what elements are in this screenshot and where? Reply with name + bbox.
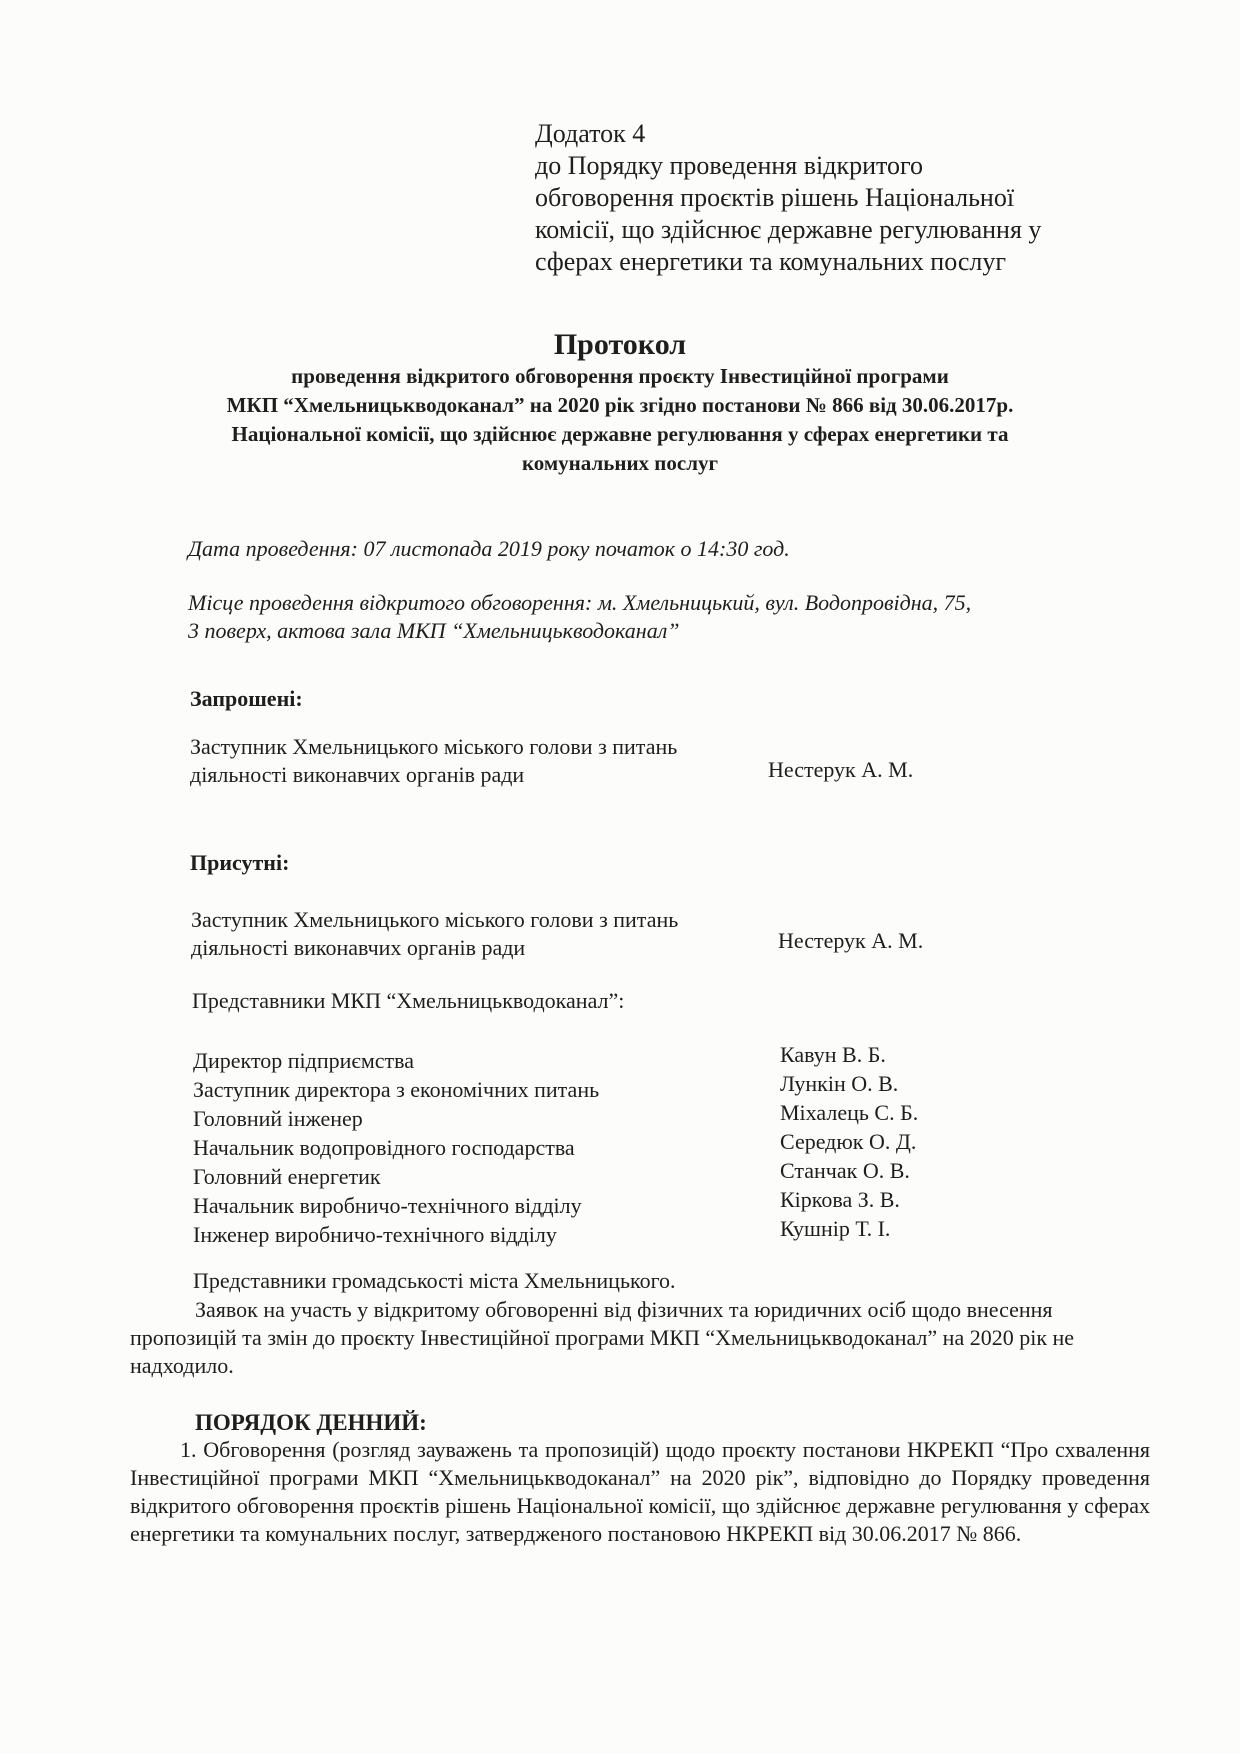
agenda-item: 1. Обговорення (розгляд зауважень та пропозицій) щодо проєкту постанови НКРЕКП “Про схвалення Інвестиційної програми МКП “Хмельницькводоканал” на 2020 рік”, відповідно до Порядку проведення відкритого обговорення проєктів рішень Національної комісії, що здійснює державне регулювання у сферах енергетики та комунальних послуг, затвердженого постановою НКРЕКП від 30.06.2017 № 866. bbox=[130, 1437, 1150, 1546]
member-name: Станчак О. В. bbox=[780, 1158, 910, 1183]
document-subtitle bbox=[130, 362, 1110, 478]
member-roles bbox=[193, 1046, 599, 1249]
member-role: Начальник виробничо-технічного відділу bbox=[193, 1193, 582, 1218]
representatives-heading: Представники МКП “Хмельницькводоканал”: bbox=[192, 988, 625, 1013]
subtitle-line: комунальних послуг bbox=[521, 451, 719, 475]
appendix-line: до Порядку проведення відкритого bbox=[535, 151, 924, 180]
subtitle-line: проведення відкритого обговорення проєкту Інвестиційної програми bbox=[291, 364, 949, 388]
invited-role-line: Заступник Хмельницького міського голови з питань bbox=[190, 734, 678, 759]
appendix-line: обговорення проєктів рішень Національної bbox=[535, 183, 1015, 212]
member-role: Інженер виробничо-технічного відділу bbox=[193, 1222, 557, 1247]
agenda-heading: ПОРЯДОК ДЕННИЙ: bbox=[195, 1410, 427, 1435]
member-role: Начальник водопровідного господарства bbox=[193, 1135, 575, 1160]
present-role-line: діяльності виконавчих органів ради bbox=[191, 935, 526, 960]
meeting-place-line: Місце проведення відкритого обговорення: м. Хмельницький, вул. Водопровідна, 75, bbox=[188, 590, 972, 615]
member-role: Заступник директора з економічних питань bbox=[193, 1077, 600, 1102]
meeting-date: Дата проведення: 07 листопада 2019 року початок о 14:30 год. bbox=[188, 536, 790, 561]
member-name: Кавун В. Б. bbox=[780, 1042, 886, 1067]
invited-role-line: діяльності виконавчих органів ради bbox=[190, 762, 525, 787]
member-role: Головний енергетик bbox=[193, 1164, 381, 1189]
member-name: Лункін О. В. bbox=[780, 1071, 899, 1096]
applications-paragraph: Заявок на участь у відкритому обговоренні від фізичних та юридичних осіб щодо внесення пропозицій та змін до проєкту Інвестиційної програми МКП “Хмельницькводоканал” на 2020 рік не надходило. bbox=[130, 1297, 1075, 1378]
public-representatives: Представники громадськості міста Хмельницького. bbox=[193, 1268, 676, 1293]
appendix-line: сферах енергетики та комунальних послуг bbox=[535, 247, 1007, 276]
document-title: Протокол bbox=[553, 328, 687, 361]
meeting-place-line: 3 поверх, актова зала МКП “Хмельницькводоканал” bbox=[188, 618, 680, 643]
subtitle-line: Національної комісії, що здійснює державне регулювання у сферах енергетики та bbox=[231, 422, 1009, 446]
member-role: Директор підприємства bbox=[193, 1048, 414, 1073]
member-names bbox=[780, 1040, 918, 1243]
member-name: Міхалець С. Б. bbox=[780, 1100, 919, 1125]
present-heading: Присутні: bbox=[190, 850, 290, 875]
member-name: Кушнір Т. І. bbox=[780, 1216, 891, 1241]
invited-heading: Запрошені: bbox=[190, 686, 303, 711]
subtitle-line: МКП “Хмельницькводоканал” на 2020 рік згідно постанови № 866 від 30.06.2017р. bbox=[226, 393, 1014, 417]
appendix-block bbox=[535, 118, 1041, 278]
appendix-line: комісії, що здійснює державне регулювання у bbox=[535, 215, 1042, 244]
present-role-line: Заступник Хмельницького міського голови з питань bbox=[191, 907, 679, 932]
present-name: Нестерук А. М. bbox=[778, 928, 924, 953]
appendix-line: Додаток 4 bbox=[535, 119, 646, 148]
member-name: Кіркова З. В. bbox=[780, 1187, 900, 1212]
member-name: Середюк О. Д. bbox=[780, 1129, 917, 1154]
invited-name: Нестерук А. М. bbox=[768, 757, 914, 782]
member-role: Головний інженер bbox=[193, 1106, 363, 1131]
